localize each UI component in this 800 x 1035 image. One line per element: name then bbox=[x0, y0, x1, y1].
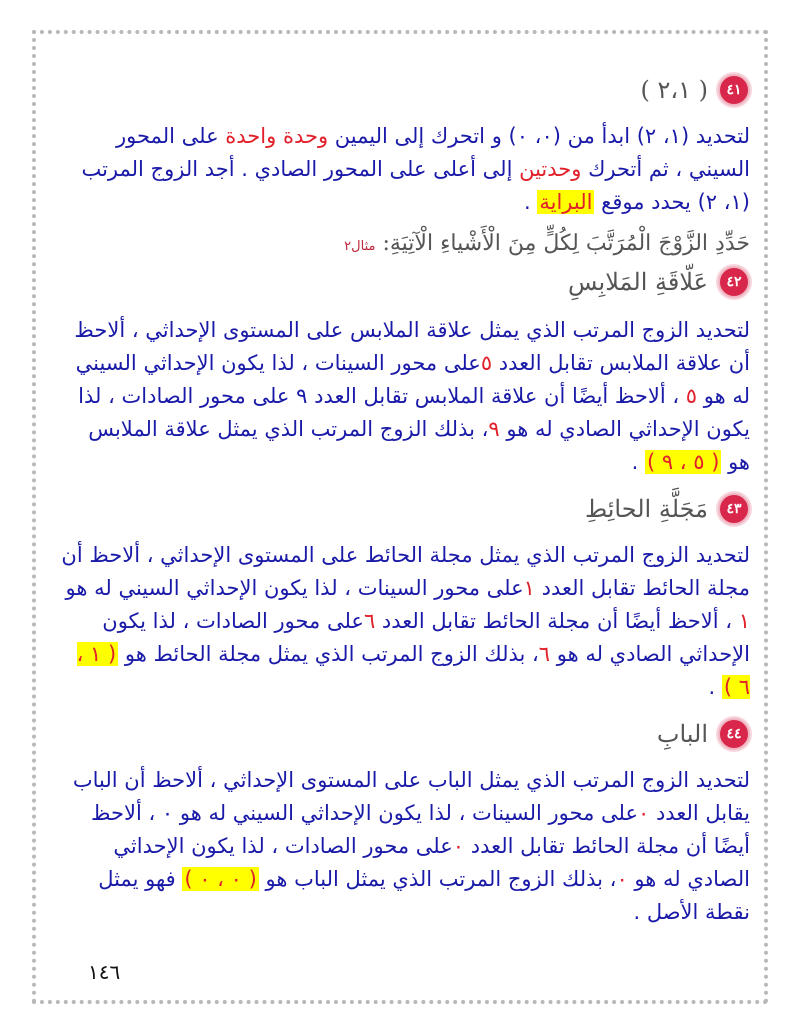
item-number-badge: ٤٢ bbox=[718, 266, 750, 298]
item-42-heading bbox=[60, 266, 750, 298]
highlight-word: وحدة واحدة bbox=[225, 124, 329, 148]
item-number-badge: ٤٣ bbox=[718, 493, 750, 525]
example-tag: مثال٢ bbox=[344, 239, 376, 254]
item-title: مَجَلَّةِ الحائِطِ bbox=[584, 495, 708, 523]
item-41-heading bbox=[60, 74, 750, 106]
item-title: ( ٢،١ ) bbox=[640, 76, 708, 104]
item-41-solution: لتحديد (١، ٢) ابدأ من (٠، ٠) و اتحرك إلى اليمين وحدة واحدة على المحور السيني ، ثم أتحرك وحدتين إلى أعلى على المحور الصادي . أجد الزوج المرتب (١، ٢) يحدد موقع البراية . bbox=[81, 124, 750, 214]
answer-highlight: ( ٥ ، ٩ ) bbox=[646, 450, 720, 474]
task-instruction: حَدِّدِ الزَّوْجَ الْمُرَتَّبَ لِكُلٍّ مِنَ الْأَشْياءِ الْآتِيَةِ: مثال٢ bbox=[344, 231, 750, 256]
item-43-heading bbox=[60, 493, 750, 525]
highlight-word: وحدتين bbox=[519, 157, 582, 181]
item-title: البابِ bbox=[656, 720, 708, 748]
item-42-solution: لتحديد الزوج المرتب الذي يمثل علاقة الملابس على المستوى الإحداثي ، ألاحظ أن علاقة الملابس تقابل العدد ٥على محور السينات ، لذا يكون الإحداثي السيني له هو ٥ ، ألاحظ أيضًا أن علاقة الملابس تقابل العدد ٩ على محور الصادات ، لذا يكون الإحداثي الصادي له هو ٩، بذلك الزوج المرتب الذي يمثل علاقة الملابس هو ( ٥ ، ٩ ) . bbox=[74, 318, 750, 474]
item-number-badge: ٤٤ bbox=[718, 718, 750, 750]
item-number-badge: ٤١ bbox=[718, 74, 750, 106]
item-43-solution: لتحديد الزوج المرتب الذي يمثل مجلة الحائط على المستوى الإحداثي ، ألاحظ أن مجلة الحائط تقابل العدد ١على محور السينات ، لذا يكون الإحداثي السيني له هو ١ ، ألاحظ أيضًا أن مجلة الحائط تقابل العدد ٦على محور الصادات ، لذا يكون الإحداثي الصادي له هو ٦، بذلك الزوج المرتب الذي يمثل مجلة الحائط هو ( ١ ، ٦ ) . bbox=[61, 543, 750, 699]
item-title: عَلّاقَةِ المَلابِسِ bbox=[567, 268, 708, 296]
answer-highlight: البراية bbox=[539, 190, 593, 214]
document-page bbox=[60, 50, 750, 980]
answer-highlight: ( ٠ ، ٠ ) bbox=[184, 867, 257, 891]
item-44-heading bbox=[60, 718, 750, 750]
page-number: ١٤٦ bbox=[88, 960, 121, 984]
item-44-solution: لتحديد الزوج المرتب الذي يمثل الباب على المستوى الإحداثي ، ألاحظ أن الباب يقابل العدد ٠على محور السينات ، لذا يكون الإحداثي السيني له هو ٠ ، ألاحظ أيضًا أن مجلة الحائط تقابل العدد ٠على محور الصادات ، لذا يكون الإحداثي الصادي له هو ٠، بذلك الزوج المرتب الذي يمثل الباب هو ( ٠ ، ٠ ) فهو يمثل نقطة الأصل . bbox=[72, 768, 750, 924]
answer-highlight: ( ١ ، ٦ ) bbox=[76, 642, 750, 699]
